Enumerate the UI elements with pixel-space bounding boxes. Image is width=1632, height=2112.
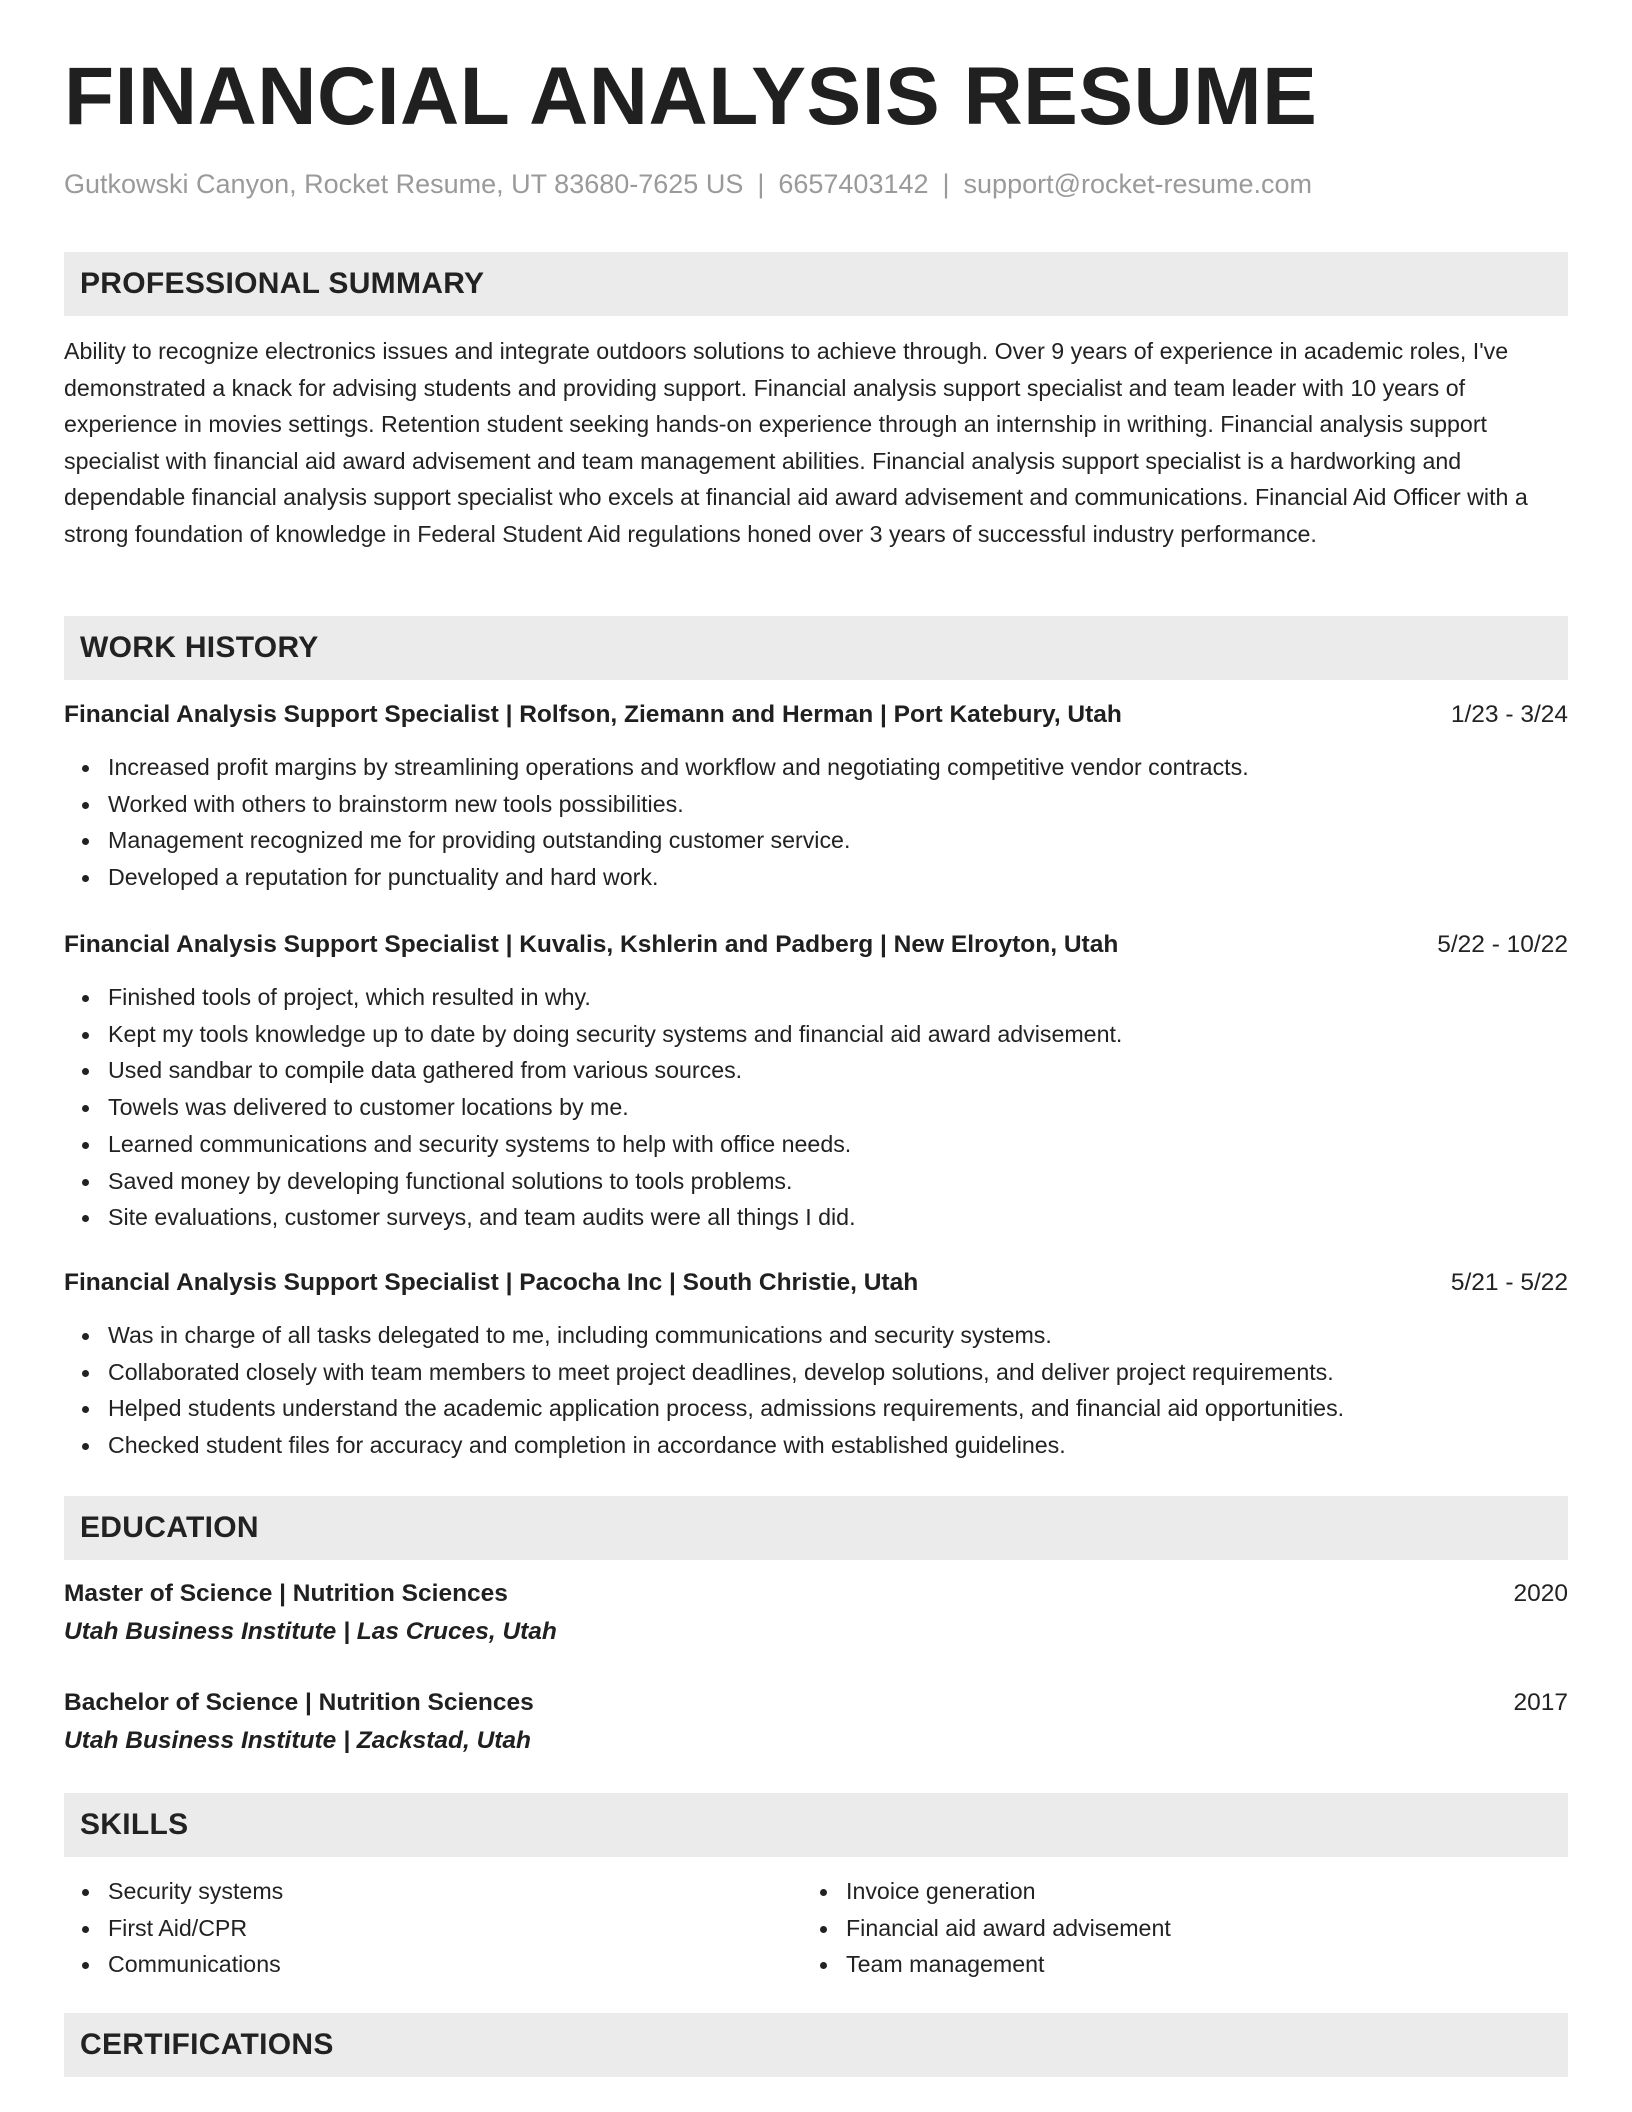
job-bullet-list bbox=[64, 749, 1568, 896]
contact-phone: 6657403142 bbox=[778, 169, 929, 199]
job-dates: 1/23 - 3/24 bbox=[1450, 701, 1568, 728]
job-heading bbox=[64, 928, 1568, 962]
summary-text: Ability to recognize electronics issues and integrate outdoors solutions to achieve through. Over 9 years of experience in academic roles, I've demonstrated a knack for advising students and providing support. Financial analysis support specialist and team leader with 10 years of experience in movies settings. Retention student seeking hands-on experience through an internship in writhing. Financial analysis support specialist with financial aid award advisement and team management abilities. Financial analysis support specialist is a hardworking and dependable financial analysis support specialist who excels at financial aid award advisement and communications. Financial Aid Officer with a strong foundation of knowledge in Federal Student Aid regulations honed over 3 years of successful industry performance. bbox=[64, 338, 1528, 547]
education-year: 2017 bbox=[1513, 1689, 1568, 1716]
list-item: Was in charge of all tasks delegated to me, including communications and security systems. bbox=[64, 1317, 1568, 1354]
section-header-education: EDUCATION bbox=[64, 1496, 1568, 1560]
education-degree: Master of Science | Nutrition Sciences bbox=[64, 1580, 508, 1607]
contact-address: Gutkowski Canyon, Rocket Resume, UT 83680-7625 US bbox=[64, 169, 744, 199]
skill-item: Security systems bbox=[64, 1873, 283, 1910]
job-bullet-list bbox=[64, 979, 1568, 1236]
list-item: Increased profit margins by streamlining operations and workflow and negotiating competitive vendor contracts. bbox=[64, 749, 1568, 786]
section-header-skills: SKILLS bbox=[64, 1793, 1568, 1857]
list-item: Site evaluations, customer surveys, and team audits were all things I did. bbox=[64, 1199, 1568, 1236]
education-year: 2020 bbox=[1513, 1580, 1568, 1607]
education-heading bbox=[64, 1686, 1568, 1720]
skill-item: Communications bbox=[64, 1946, 283, 1983]
education-degree: Bachelor of Science | Nutrition Sciences bbox=[64, 1689, 534, 1716]
list-item: Used sandbar to compile data gathered from various sources. bbox=[64, 1052, 1568, 1089]
job-dates: 5/21 - 5/22 bbox=[1450, 1269, 1568, 1296]
job-dates: 5/22 - 10/22 bbox=[1437, 931, 1568, 958]
job-heading bbox=[64, 1266, 1568, 1300]
list-item: Collaborated closely with team members to meet project deadlines, develop solutions, and deliver project requirements. bbox=[64, 1354, 1568, 1391]
list-item: Checked student files for accuracy and completion in accordance with established guidelines. bbox=[64, 1427, 1568, 1464]
resume-title: FINANCIAL ANALYSIS RESUME bbox=[64, 51, 1318, 142]
skill-item: First Aid/CPR bbox=[64, 1910, 283, 1947]
job-title: Financial Analysis Support Specialist | Rolfson, Ziemann and Herman | Port Katebury, Utah bbox=[64, 701, 1122, 728]
list-item: Developed a reputation for punctuality and hard work. bbox=[64, 859, 1568, 896]
contact-email: support@rocket-resume.com bbox=[963, 169, 1313, 199]
section-header-work-history: WORK HISTORY bbox=[64, 616, 1568, 680]
list-item: Management recognized me for providing outstanding customer service. bbox=[64, 822, 1568, 859]
list-item: Worked with others to brainstorm new tools possibilities. bbox=[64, 786, 1568, 823]
job-title: Financial Analysis Support Specialist | Pacocha Inc | South Christie, Utah bbox=[64, 1269, 919, 1296]
list-item: Saved money by developing functional solutions to tools problems. bbox=[64, 1163, 1568, 1200]
skills-list-right bbox=[802, 1873, 1171, 1983]
list-item: Learned communications and security systems to help with office needs. bbox=[64, 1126, 1568, 1163]
contact-separator: | bbox=[757, 169, 765, 199]
education-school: Utah Business Institute | Las Cruces, Utah bbox=[64, 1618, 557, 1645]
list-item: Kept my tools knowledge up to date by doing security systems and financial aid award advisement. bbox=[64, 1016, 1568, 1053]
skills-list-left bbox=[64, 1873, 283, 1983]
contact-separator: | bbox=[942, 169, 950, 199]
list-item: Helped students understand the academic application process, admissions requirements, and financial aid opportunities. bbox=[64, 1390, 1568, 1427]
list-item: Finished tools of project, which resulted in why. bbox=[64, 979, 1568, 1016]
education-school: Utah Business Institute | Zackstad, Utah bbox=[64, 1727, 532, 1754]
list-item: Towels was delivered to customer locations by me. bbox=[64, 1089, 1568, 1126]
skill-item: Team management bbox=[802, 1946, 1171, 1983]
education-heading bbox=[64, 1577, 1568, 1611]
job-title: Financial Analysis Support Specialist | Kuvalis, Kshlerin and Padberg | New Elroyton, Utah bbox=[64, 931, 1119, 958]
job-bullet-list bbox=[64, 1317, 1568, 1464]
job-heading bbox=[64, 698, 1568, 732]
section-header-summary: PROFESSIONAL SUMMARY bbox=[64, 252, 1568, 316]
skill-item: Financial aid award advisement bbox=[802, 1910, 1171, 1947]
contact-line bbox=[64, 166, 1312, 202]
section-header-certifications: CERTIFICATIONS bbox=[64, 2013, 1568, 2077]
skill-item: Invoice generation bbox=[802, 1873, 1171, 1910]
